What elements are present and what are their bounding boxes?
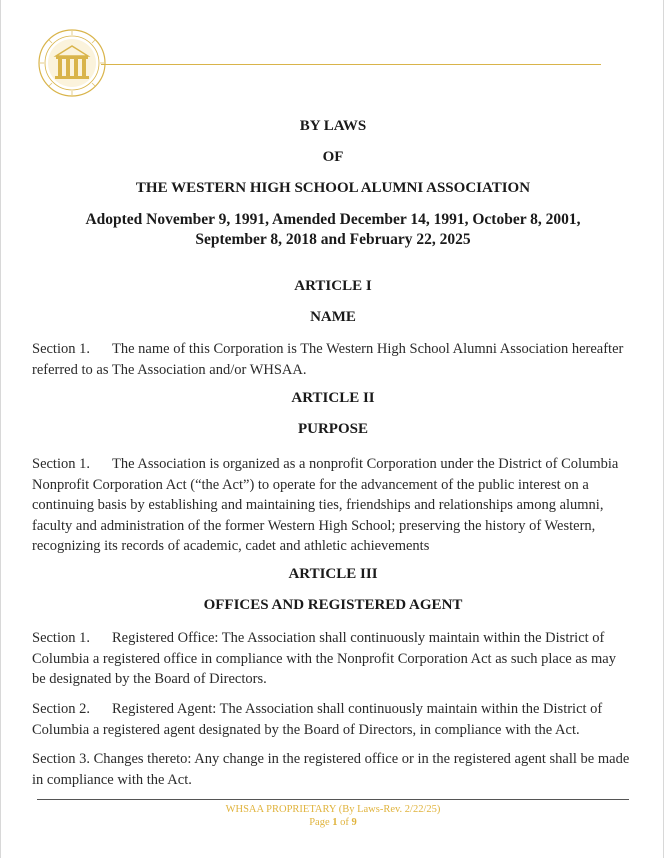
article-3-section-1 — [32, 628, 632, 690]
state-seal-icon — [37, 28, 107, 98]
article-1-section-1 — [32, 339, 632, 380]
footer-page-number — [1, 816, 664, 829]
section-label: Section 2. — [32, 701, 90, 717]
section-label: Section 1. — [32, 456, 90, 472]
section-text: Registered Agent: The Association shall continuously maintain within the District of Columbia a registered agent designated by the Board of Directors, in compliance with the Act. — [32, 701, 603, 738]
article-3-subheading: OFFICES AND REGISTERED AGENT — [203, 597, 463, 613]
article-3-section-2 — [32, 699, 632, 740]
article-1-subheading: NAME — [310, 309, 356, 325]
section-text: The name of this Corporation is The Western High School Alumni Association hereafter referred to as The Association and/or WHSAA. — [32, 341, 624, 378]
document-title-bylaws: BY LAWS — [299, 118, 367, 134]
section-text: Registered Office: The Association shall continuously maintain within the District of Columbia a registered office in compliance with the Nonprofit Corporation Act as such place as may be designated by the Board of Directors. — [32, 630, 616, 687]
header-divider — [101, 64, 601, 65]
footer-divider — [37, 799, 629, 800]
document-title-association: THE WESTERN HIGH SCHOOL ALUMNI ASSOCIATION — [135, 180, 531, 196]
section-text: The Association is organized as a nonprofit Corporation under the District of Columbia Nonprofit Corporation Act (“the Act”) to operate for the advancement of the public interest on a continuing basis by establishing and maintaining ties, friendships and relationships among alumni, faculty and administration of the former Western High School; preserving the history of Western, recognizing its records of academic, cadet and athletic achievements — [32, 456, 619, 554]
article-2-subheading: PURPOSE — [297, 421, 368, 437]
document-title-of: OF — [322, 149, 344, 165]
article-3-section-3: Section 3. Changes thereto: Any change in the registered office or in the registered agent shall be made in compliance with the Act. — [32, 751, 630, 788]
article-2-section-1 — [32, 454, 632, 557]
page-of: of — [337, 817, 352, 828]
footer-proprietary: WHSAA PROPRIETARY (By Laws-Rev. 2/22/25) — [225, 804, 441, 815]
section-label: Section 1. — [32, 341, 90, 357]
article-3-heading: ARTICLE III — [288, 566, 378, 582]
page-total: 9 — [351, 817, 357, 828]
article-2-heading: ARTICLE II — [291, 390, 375, 406]
section-label: Section 1. — [32, 630, 90, 646]
adopted-line-1: Adopted November 9, 1991, Amended December 14, 1991, October 8, 2001, — [85, 211, 581, 228]
page-current: 1 — [332, 817, 338, 828]
adopted-line-2: September 8, 2018 and February 22, 2025 — [195, 231, 471, 248]
page-prefix: Page — [309, 817, 333, 828]
article-1-heading: ARTICLE I — [294, 278, 372, 294]
